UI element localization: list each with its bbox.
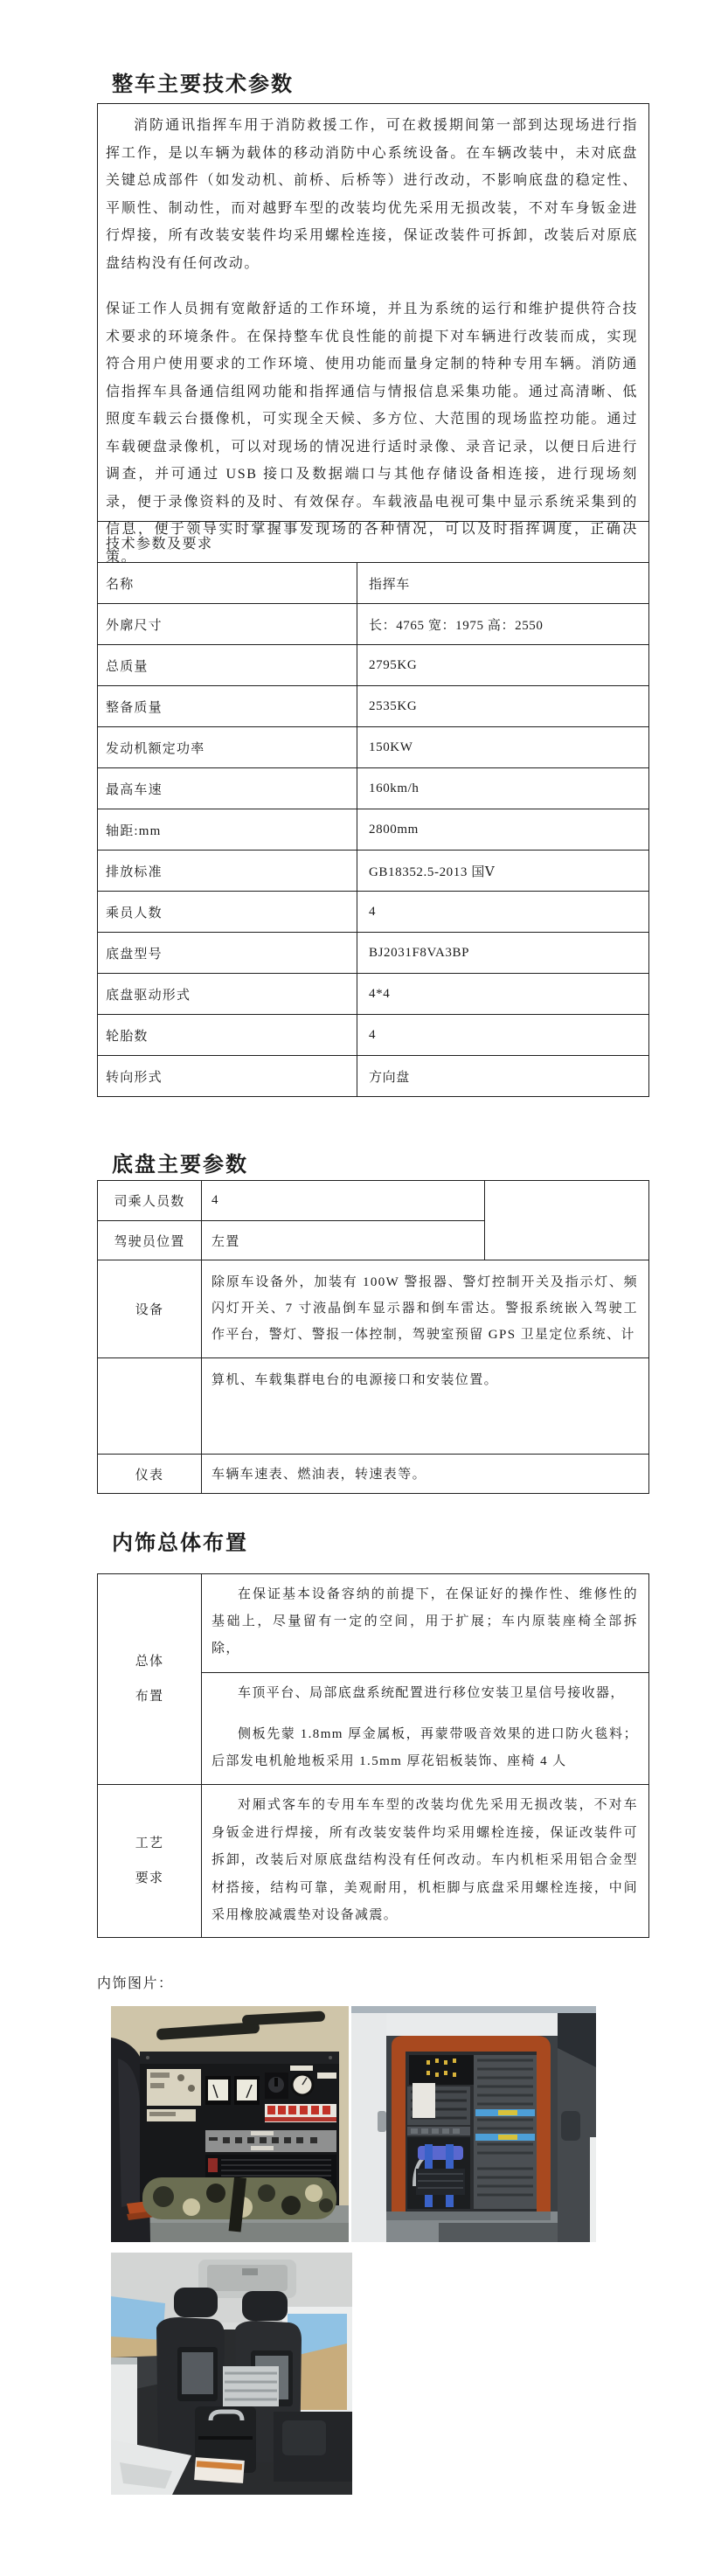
table-row (98, 726, 648, 767)
spec-label: 转向形式 (98, 1056, 357, 1096)
table-row (98, 1357, 648, 1454)
spec-label: 轴距:mm (98, 809, 357, 850)
spec-value: GB18352.5-2013 国Ⅴ (369, 864, 496, 879)
chassis-label: 驾驶员位置 (98, 1220, 202, 1260)
spec-value: BJ2031F8VA3BP (369, 945, 470, 960)
spec-value: 160km/h (369, 781, 419, 795)
chassis-label: 仪表 (98, 1455, 202, 1493)
table-row (98, 644, 648, 685)
circuit-breaker-icon (265, 2104, 336, 2122)
spec-label: 最高车速 (98, 768, 357, 809)
spec-value: 方向盘 (369, 1070, 410, 1085)
equipment-rack-photo (111, 2006, 349, 2242)
vehicle-spec-table (97, 103, 649, 1097)
spec-label: 整备质量 (98, 686, 357, 726)
table-row (98, 850, 648, 891)
layout-label (98, 1574, 202, 1784)
table-row (98, 603, 648, 644)
layout-text-cell-1 (202, 1574, 648, 1673)
layout-text-2a: 车顶平台、局部底盘系统配置进行移位安装卫星信号接收器， (238, 1686, 625, 1700)
table-row (98, 1454, 648, 1493)
intro-paragraph-2: 保证工作人员拥有宽敞舒适的工作环境，并且为系统的运行和维护提供符合技术要求的环境条件。在保持整车优良性能的前提下对车辆进行改装而成，实现符合用户使用要求的工作环境、使用功能而量身定制的特种专用车辆。消防通信指挥车具备通信组网功能和指挥通信与情报信息采集功能。通过高清晰、低照度车载云台摄像机，可实现全天候、多方位、大范围的现场监控功能。通过车载硬盘录像机，可以对现场的情况进行适时录像、录音记录，以便日后进行调查，并可通过 USB 接口及数据端口与其他存储设备相连接，进行现场刻录，便于录像资料的及时、有效保存。车载液晶电视可集中显示系统采集到的信息，便于领导实时掌握事发现场的各种情况，可以及时指挥调度，正确决策。 (106, 302, 638, 565)
rear-cabinet-photo (351, 2006, 596, 2242)
craft-label-line1: 工艺 (135, 1837, 164, 1850)
spec-value: 4*4 (369, 986, 391, 1001)
table-row (98, 685, 648, 726)
section2-title: 底盘主要参数 (112, 1154, 248, 1177)
layout-text-2b: 侧板先蒙 1.8mm 厚金属板，再蒙带吸音效果的进口防火毯料；后部发电机舱地板采用 1.5mm 厚花铝板装饰、座椅 4 人 (211, 1727, 638, 1768)
spec-label: 乘员人数 (98, 892, 357, 932)
empty-cell (485, 1181, 648, 1220)
layout-label-line1: 总体 (135, 1655, 164, 1669)
table-row (98, 1014, 648, 1055)
layout-text-1: 在保证基本设备容纳的前提下，在保证好的操作性、维修性的基础上，尽量留有一定的空间，用于扩展；车内原装座椅全部拆除， (211, 1587, 638, 1656)
table-row (98, 973, 648, 1014)
table-row (98, 767, 648, 809)
spec-label: 底盘驱动形式 (98, 974, 357, 1014)
interior-layout-table (97, 1573, 649, 1938)
photos-label: 内饰图片： (97, 1976, 174, 1991)
spec-label: 排放标准 (98, 851, 357, 891)
section3-title: 内饰总体布置 (112, 1532, 248, 1555)
spec-label: 外廓尺寸 (98, 604, 357, 644)
layout-text-cell-2 (202, 1673, 648, 1784)
spec-label: 发动机额定功率 (98, 727, 357, 767)
craft-label (98, 1785, 202, 1937)
layout-label-line2: 布置 (135, 1690, 164, 1704)
craft-label-line2: 要求 (135, 1871, 164, 1885)
chassis-table (97, 1180, 649, 1494)
spec-value: 4 (369, 1027, 377, 1042)
spec-label: 名称 (98, 563, 357, 603)
spec-table-header-row: 技术参数及要求 (98, 521, 648, 562)
empty-cell (485, 1220, 648, 1260)
meter-description: 车辆车速表、燃油表，转速表等。 (211, 1468, 427, 1482)
table-row (98, 1784, 648, 1937)
table-row (98, 1055, 648, 1096)
spec-value: 150KW (369, 739, 413, 754)
chassis-value: 4 (202, 1181, 485, 1220)
table-row (98, 891, 648, 932)
spec-value: 指挥车 (369, 577, 410, 592)
spec-value: 4 (369, 904, 377, 919)
spec-label: 总质量 (98, 645, 357, 685)
spec-value: 2800mm (369, 822, 419, 837)
spec-label: 轮胎数 (98, 1015, 357, 1055)
intro-paragraph-1: 消防通讯指挥车用于消防救援工作，可在救援期间第一部到达现场进行指挥工作，是以车辆为载体的移动消防中心系统设备。在车辆改装中，未对底盘关键总成部件（如发动机、前桥、后桥等）进行改动，不影响底盘的稳定性、平顺性、制动性，而对越野车型的改装均优先采用无损改装，不对车身钣金进行焊接，所有改装安装件均采用螺栓连接，保证改装件可拆卸，改装后对原底盘结构没有任何改动。 (106, 118, 638, 271)
warning-tag-icon (194, 2457, 245, 2483)
chassis-label: 设备 (98, 1260, 202, 1357)
chassis-value: 左置 (202, 1220, 485, 1260)
craft-text: 对厢式客车的专用车车型的改装均优先采用无损改装，不对车身钣金进行焊接，所有改装安装件均采用螺栓连接，保证改装件可拆卸，改装后对原底盘结构没有任何改动。车内机柜采用铝合金型材搭接，结构可靠，美观耐用，机柜脚与底盘采用螺栓连接，中间采用橡胶减震垫对设备减震。 (211, 1798, 638, 1922)
section1-title: 整车主要技术参数 (112, 73, 294, 96)
spec-label: 底盘型号 (98, 933, 357, 973)
cabin-seats-photo (111, 2253, 352, 2495)
table-row (98, 1220, 648, 1260)
equipment-description-continued: 算机、车载集群电台的电源接口和安装位置。 (211, 1373, 499, 1387)
spec-value: 2535KG (369, 698, 418, 713)
table-row (98, 809, 648, 850)
table-row (98, 1181, 648, 1220)
spec-value: 长：4765 宽：1975 高：2550 (369, 618, 544, 633)
table-row (98, 562, 648, 603)
equipment-description: 除原车设备外，加装有 100W 警报器、警灯控制开关及指示灯、频闪灯开关、7 寸液晶倒车显示器和倒车雷达。警报系统嵌入驾驶工作平台，警灯、警报一体控制，驾驶室预留 GPS 卫星定位系统、计 (211, 1275, 638, 1342)
table-row (98, 932, 648, 973)
chassis-label: 司乘人员数 (98, 1181, 202, 1220)
spec-value: 2795KG (369, 657, 418, 672)
table-row (98, 1260, 648, 1357)
empty-label-cell (98, 1358, 202, 1454)
table-row (98, 1574, 648, 1784)
